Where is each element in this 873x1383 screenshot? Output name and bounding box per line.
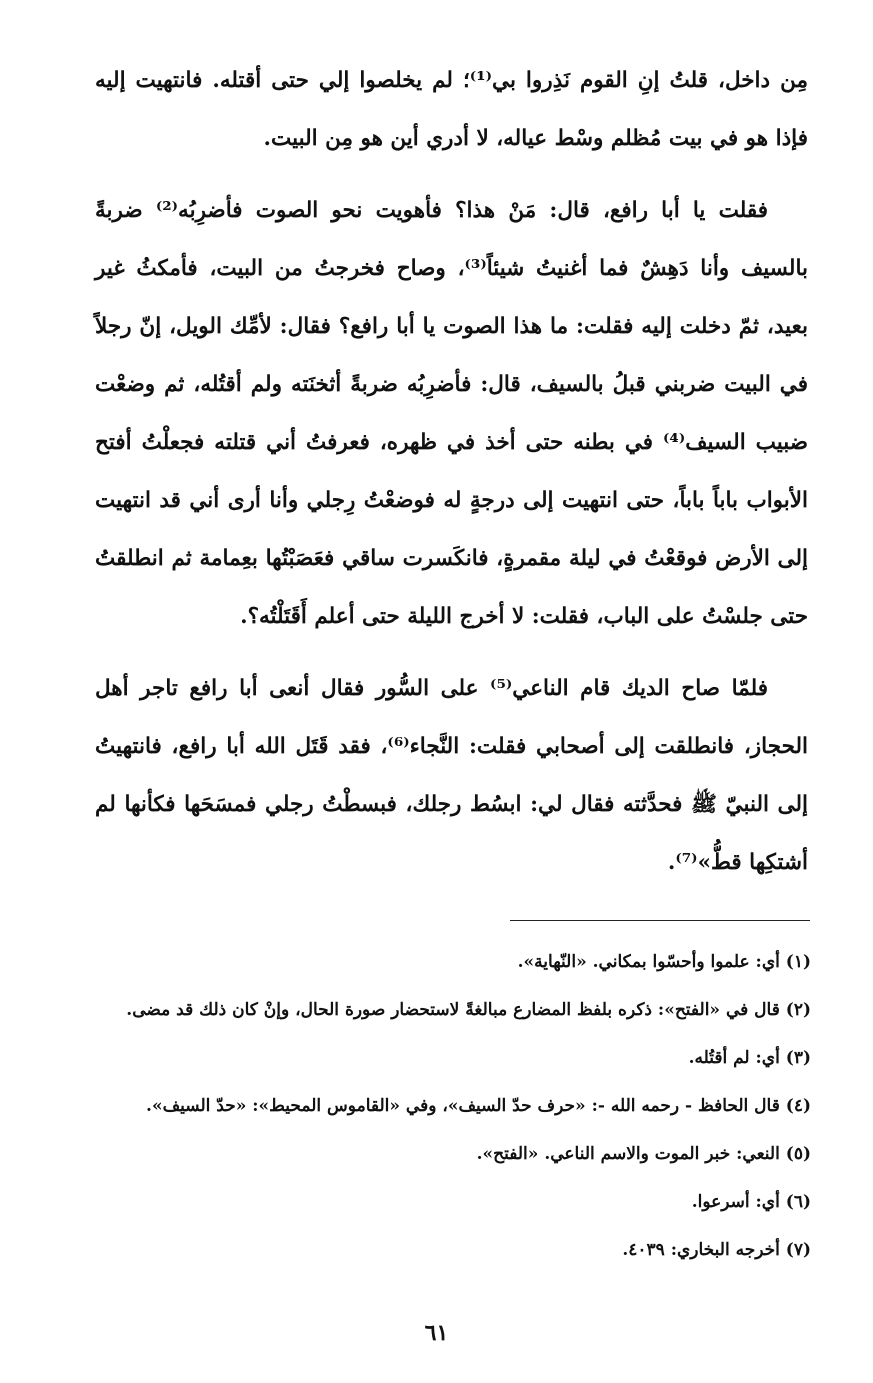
footnotes [40,938,811,1274]
paragraph-3: فلمّا صاح الديك قام الناعي⁽⁵⁾ على السُّور فقال أنعى أبا رافع تاجر أهل الحجاز، فانطلقت إلى أصحابي فقلت: النَّجاء⁽⁶⁾، فقد قَتَل الله أبا رافع، فانتهيتُ إلى النبيّ ﷺ فحدَّثته فقال لي: ابسُط رجلك، فبسطْتُ رجلي فمسَحَها فكأنها لم أشتكِها قطُّ»⁽⁷⁾. [95,676,808,875]
footnote-1: (١) أي: علموا وأحسّوا بمكاني. «النّهاية». [517,952,811,972]
footnote-4: (٤) قال الحافظ - رحمه الله -: «حرف حدّ السيف»، وفي «القاموس المحيط»: «حدّ السيف». [146,1096,811,1116]
footnote-5: (٥) النعي: خبر الموت والاسم الناعي. «الفتح». [476,1144,811,1164]
paragraph-1: مِن داخل، قلتُ إنِ القوم نَذِروا بي⁽¹⁾؛ لم يخلصوا إلي حتى أقتله. فانتهيت إليه فإذا هو في بيت مُظلم وسْط عياله، لا أدري أين هو مِن البيت. [95,68,808,151]
main-text [95,52,808,892]
paragraph-2: فقلت يا أبا رافع، قال: مَنْ هذا؟ فأهويت نحو الصوت فأضرِبُه⁽²⁾ ضربةً بالسيف وأنا دَهِشٌ فما أغنيتُ شيئاً⁽³⁾، وصاح فخرجتُ من البيت، فأمكثُ غير بعيد، ثمّ دخلت إليه فقلت: ما هذا الصوت يا أبا رافع؟ فقال: لأمِّك الويل، إنّ رجلاً في البيت ضربني قبلُ بالسيف، قال: فأضرِبُه ضربةً أثخنَته ولم أقتُله، ثم وضعْت ضبيب السيف⁽⁴⁾ في بطنه حتى أخذ في ظهره، فعرفتُ أني قتلته فجعلْتُ أفتح الأبواب باباً باباً، حتى انتهيت إلى درجةٍ له فوضعْتُ رِجلي وأنا أرى أني قد انتهيت إلى الأرض فوقعْتُ في ليلة مقمرةٍ، فانكَسرت ساقي فعَصَبْتُها بعِمامة ثم انطلقتُ حتى جلسْتُ على الباب، فقلت: لا أخرج الليلة حتى أعلم أَقَتَلْتُه؟. [95,198,808,629]
footnote-divider [510,920,810,921]
footnote-7: (٧) أخرجه البخاري: ٤٠٣٩. [622,1240,811,1260]
footnote-2: (٢) قال في «الفتح»: ذكره بلفظ المضارع مبالغةً لاستحضار صورة الحال، وإنْ كان ذلك قد مضى. [126,1000,811,1020]
page-number: ٦١ [424,1320,449,1346]
footnote-6: (٦) أي: أسرعوا. [691,1192,811,1212]
footnote-3: (٣) أي: لم أقتُله. [688,1048,811,1068]
